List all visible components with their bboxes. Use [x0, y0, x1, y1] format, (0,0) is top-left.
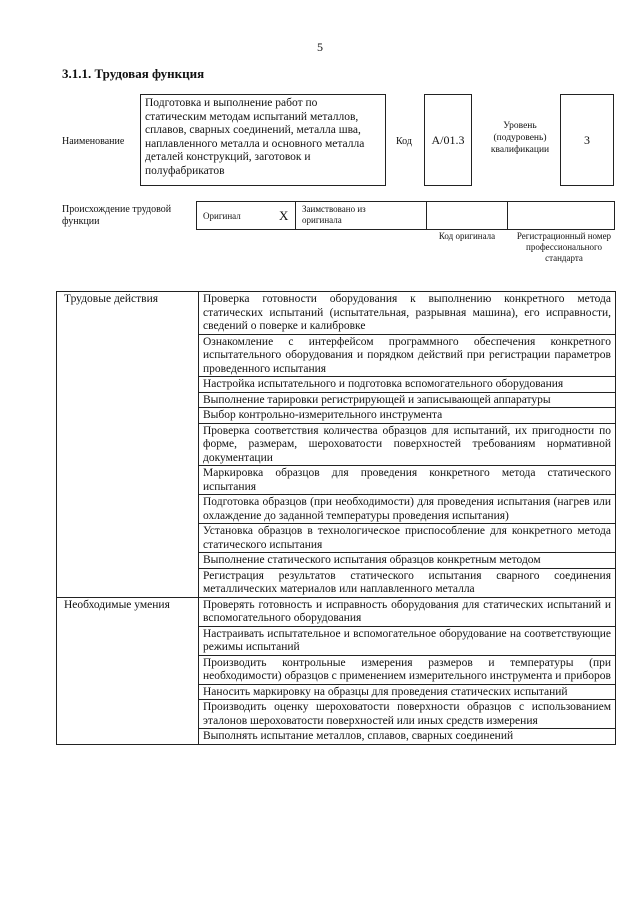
borrowed-cell	[295, 201, 427, 230]
table-cell: Проверка соответствия количества образцов для испытаний, их пригодности по форме, размерам, шероховатости поверхностей требованиям нормативной документации	[199, 423, 616, 466]
code-original-label: Код оригинала	[438, 231, 496, 241]
table-cell: Выполнение тарировки регистрирующей и записывающей аппаратуры	[199, 392, 616, 408]
borrowed-label: Заимствовано из оригинала	[302, 204, 366, 225]
table-cell: Производить контрольные измерения размеров и температуры (при необходимости) образцов с применением измерительного инструмента и приборов	[199, 655, 616, 684]
table-row	[57, 597, 616, 626]
section-title: 3.1.1. Трудовая функция	[62, 66, 205, 81]
table-cell: Ознакомление с интерфейсом программного обеспечения конкретного испытательного оборудования и порядком действий при регистрации параметров проведенного испытания	[199, 334, 616, 377]
level-value: 3	[560, 94, 614, 186]
original-label: Оригинал	[203, 211, 241, 221]
level-label: Уровень (подуровень) квалификации	[490, 121, 550, 155]
table-cell: Производить оценку шероховатости поверхности образцов с использованием эталонов шероховатости поверхностей или иных средств измерения	[199, 700, 616, 729]
section-heading: Необходимые умения	[57, 597, 199, 744]
table-cell: Настройка испытательного и подготовка вспомогательного оборудования	[199, 377, 616, 393]
code-value: А/01.3	[424, 94, 472, 186]
table-cell: Выбор контрольно-измерительного инструмента	[199, 408, 616, 424]
code-label: Код	[396, 136, 412, 147]
section-heading: Трудовые действия	[57, 292, 199, 598]
table-cell: Наносить маркировку на образцы для проведения статических испытаний	[199, 684, 616, 700]
table-cell: Выполнять испытание металлов, сплавов, сварных соединений	[199, 729, 616, 745]
name-label: Наименование	[62, 136, 125, 147]
original-mark: X	[279, 208, 289, 223]
table-cell: Установка образцов в технологическое приспособление для конкретного метода статического испытания	[199, 524, 616, 553]
table-row	[57, 292, 616, 335]
table-cell: Регистрация результатов статического испытания сварного соединения металлических материалов или наплавленного металла	[199, 568, 616, 597]
table-cell: Проверка готовности оборудования к выполнению конкретного метода статических испытаний (испытательная, разрывная машина), его исправности, сведений о поверке и калибровке	[199, 292, 616, 335]
reg-number-cell	[507, 201, 615, 230]
table-cell: Подготовка образцов (при необходимости) для проведения испытания (нагрев или охлаждение до заданной температуры проведения испытания)	[199, 495, 616, 524]
page-number: 5	[317, 40, 323, 54]
table-cell: Выполнение статического испытания образцов конкретным методом	[199, 553, 616, 569]
function-name-box: Подготовка и выполнение работ по статическим методам испытаний металлов, сплавов, сварных соединений, металла шва, наплавленного металла и основного металла деталей конструкций, заготовок и полуфабрикатов	[140, 94, 386, 186]
reg-number-label: Регистрационный номер профессионального стандарта	[516, 231, 612, 263]
original-cell	[196, 201, 296, 230]
code-original-cell	[426, 201, 508, 230]
function-table	[56, 291, 616, 745]
table-cell: Маркировка образцов для проведения конкретного метода статического испытания	[199, 466, 616, 495]
table-cell: Проверять готовность и исправность оборудования для статических испытаний и вспомогательного оборудования	[199, 597, 616, 626]
table-cell: Настраивать испытательное и вспомогательное оборудование на соответствующие режимы испытаний	[199, 626, 616, 655]
origin-label: Происхождение трудовой функции	[62, 204, 172, 227]
